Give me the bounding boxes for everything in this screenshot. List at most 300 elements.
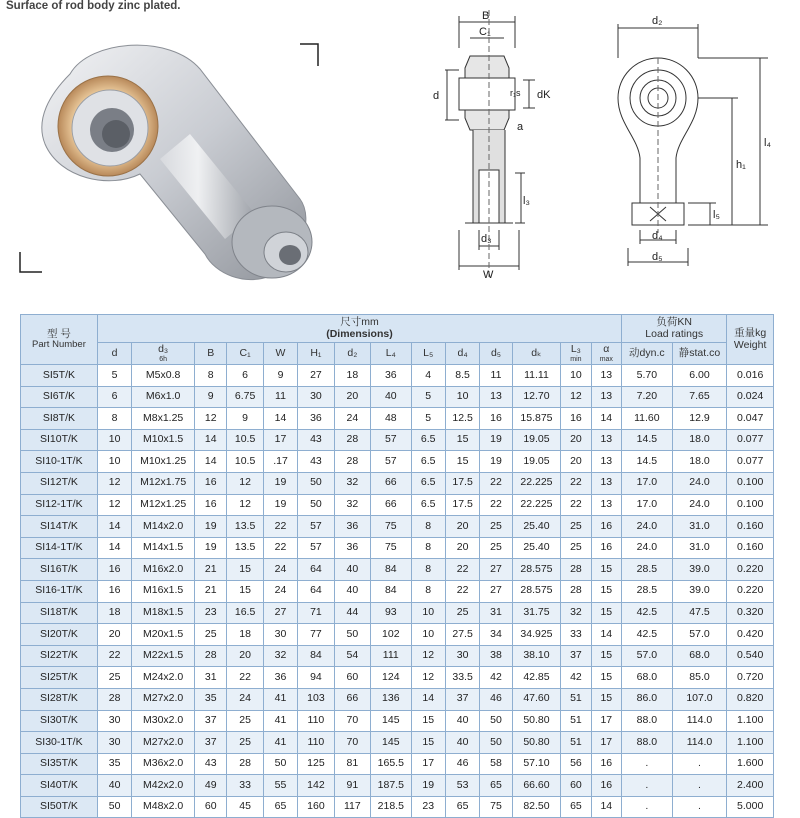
label-C1: C₁ bbox=[479, 26, 491, 38]
table-cell: 15 bbox=[591, 645, 621, 667]
table-cell: 24.0 bbox=[622, 516, 673, 538]
part-number-cell: SI12T/K bbox=[21, 472, 98, 494]
table-cell: 37 bbox=[195, 710, 227, 732]
table-cell: 45 bbox=[227, 796, 263, 818]
table-cell: M14x2.0 bbox=[132, 516, 195, 538]
table-cell: 37 bbox=[561, 645, 591, 667]
table-cell: 31.75 bbox=[512, 602, 561, 624]
part-number-cell: SI50T/K bbox=[21, 796, 98, 818]
table-cell: 28 bbox=[334, 451, 370, 473]
table-cell: 13 bbox=[591, 386, 621, 408]
table-cell: 16.5 bbox=[227, 602, 263, 624]
table-cell: 85.0 bbox=[672, 667, 727, 689]
table-cell: 49 bbox=[195, 775, 227, 797]
table-cell: 24 bbox=[263, 580, 297, 602]
label-d4: d₄ bbox=[652, 230, 663, 242]
table-cell: 25 bbox=[195, 624, 227, 646]
table-cell: 20 bbox=[227, 645, 263, 667]
table-cell: 38.10 bbox=[512, 645, 561, 667]
table-cell: M27x2.0 bbox=[132, 688, 195, 710]
table-cell: 40 bbox=[334, 559, 370, 581]
table-cell: 12 bbox=[561, 386, 591, 408]
table-cell: 12.70 bbox=[512, 386, 561, 408]
table-cell: 82.50 bbox=[512, 796, 561, 818]
table-cell: 16 bbox=[480, 408, 512, 430]
table-cell: 0.420 bbox=[727, 624, 774, 646]
table-cell: 12.9 bbox=[672, 408, 727, 430]
table-cell: 17.5 bbox=[445, 472, 479, 494]
table-cell: 25 bbox=[561, 516, 591, 538]
table-cell: 102 bbox=[371, 624, 411, 646]
table-cell: 1.600 bbox=[727, 753, 774, 775]
table-cell: 27 bbox=[298, 365, 334, 387]
label-l3: l₃ bbox=[523, 195, 530, 207]
table-cell: . bbox=[672, 753, 727, 775]
table-cell: 32 bbox=[561, 602, 591, 624]
table-cell: 14 bbox=[195, 429, 227, 451]
table-cell: 21 bbox=[195, 559, 227, 581]
col-B: B bbox=[195, 343, 227, 365]
part-number-cell: SI22T/K bbox=[21, 645, 98, 667]
table-cell: M6x1.0 bbox=[132, 386, 195, 408]
table-cell: 8 bbox=[411, 580, 445, 602]
table-cell: 13 bbox=[591, 429, 621, 451]
table-cell: M12x1.25 bbox=[132, 494, 195, 516]
table-cell: 88.0 bbox=[622, 732, 673, 754]
label-W: W bbox=[483, 269, 494, 281]
table-cell: 2.400 bbox=[727, 775, 774, 797]
table-cell: 50 bbox=[263, 753, 297, 775]
table-cell: 18 bbox=[227, 624, 263, 646]
table-row bbox=[21, 451, 774, 473]
table-cell: 6.5 bbox=[411, 494, 445, 516]
table-cell: 66 bbox=[334, 688, 370, 710]
table-cell: 19 bbox=[411, 775, 445, 797]
table-row bbox=[21, 494, 774, 516]
table-cell: 47.5 bbox=[672, 602, 727, 624]
table-row bbox=[21, 365, 774, 387]
table-cell: 66 bbox=[371, 472, 411, 494]
part-number-cell: SI10-1T/K bbox=[21, 451, 98, 473]
table-cell: 36 bbox=[334, 516, 370, 538]
table-cell: 18 bbox=[334, 365, 370, 387]
table-row bbox=[21, 732, 774, 754]
table-cell: 23 bbox=[411, 796, 445, 818]
table-cell: M16x1.5 bbox=[132, 580, 195, 602]
table-cell: M18x1.5 bbox=[132, 602, 195, 624]
table-cell: 50 bbox=[334, 624, 370, 646]
table-cell: 0.024 bbox=[727, 386, 774, 408]
table-cell: 57.10 bbox=[512, 753, 561, 775]
table-cell: 1.100 bbox=[727, 732, 774, 754]
table-cell: 10 bbox=[97, 451, 131, 473]
table-cell: 14 bbox=[591, 624, 621, 646]
table-cell: 28.5 bbox=[622, 559, 673, 581]
part-number-cell: SI10T/K bbox=[21, 429, 98, 451]
table-cell: 32 bbox=[334, 494, 370, 516]
table-cell: 58 bbox=[480, 753, 512, 775]
table-cell: M42x2.0 bbox=[132, 775, 195, 797]
table-cell: 12 bbox=[411, 645, 445, 667]
table-cell: 25 bbox=[480, 516, 512, 538]
part-number-cell: SI5T/K bbox=[21, 365, 98, 387]
table-cell: 8 bbox=[195, 365, 227, 387]
table-cell: 19 bbox=[480, 429, 512, 451]
section-drawing bbox=[425, 8, 575, 283]
table-cell: 31 bbox=[195, 667, 227, 689]
table-cell: 77 bbox=[298, 624, 334, 646]
table-cell: 9 bbox=[263, 365, 297, 387]
table-cell: . bbox=[672, 775, 727, 797]
part-number-cell: SI16T/K bbox=[21, 559, 98, 581]
table-row bbox=[21, 559, 774, 581]
part-number-cell: SI12-1T/K bbox=[21, 494, 98, 516]
part-number-cell: SI25T/K bbox=[21, 667, 98, 689]
table-cell: 8 bbox=[411, 559, 445, 581]
table-cell: 22 bbox=[263, 516, 297, 538]
table-cell: 50 bbox=[298, 494, 334, 516]
table-cell: 43 bbox=[195, 753, 227, 775]
table-cell: 17 bbox=[591, 732, 621, 754]
table-cell: 5 bbox=[411, 386, 445, 408]
table-cell: 22 bbox=[480, 494, 512, 516]
table-cell: 34 bbox=[480, 624, 512, 646]
table-cell: 16 bbox=[195, 494, 227, 516]
table-cell: 0.540 bbox=[727, 645, 774, 667]
part-number-cell: SI28T/K bbox=[21, 688, 98, 710]
table-cell: 66 bbox=[371, 494, 411, 516]
table-cell: 0.160 bbox=[727, 537, 774, 559]
table-cell: 6.5 bbox=[411, 451, 445, 473]
table-cell: 145 bbox=[371, 710, 411, 732]
table-cell: 0.720 bbox=[727, 667, 774, 689]
table-cell: 11.11 bbox=[512, 365, 561, 387]
table-cell: 7.20 bbox=[622, 386, 673, 408]
table-cell: 110 bbox=[298, 710, 334, 732]
table-cell: . bbox=[672, 796, 727, 818]
table-cell: 50 bbox=[97, 796, 131, 818]
table-cell: 7.65 bbox=[672, 386, 727, 408]
table-cell: 36 bbox=[371, 365, 411, 387]
table-cell: 14 bbox=[411, 688, 445, 710]
table-cell: 24.0 bbox=[622, 537, 673, 559]
table-cell: 33 bbox=[561, 624, 591, 646]
table-cell: 25.40 bbox=[512, 537, 561, 559]
table-cell: 36 bbox=[263, 667, 297, 689]
table-cell: 19.05 bbox=[512, 451, 561, 473]
table-cell: 57 bbox=[298, 516, 334, 538]
label-l5: l₅ bbox=[713, 209, 720, 221]
table-cell: 17 bbox=[411, 753, 445, 775]
table-cell: 111 bbox=[371, 645, 411, 667]
table-cell: 9 bbox=[195, 386, 227, 408]
table-cell: 39.0 bbox=[672, 559, 727, 581]
table-cell: 16 bbox=[591, 775, 621, 797]
col-L3: L₃ min bbox=[561, 343, 591, 365]
col-dk: dₖ bbox=[512, 343, 561, 365]
table-cell: 15 bbox=[227, 580, 263, 602]
table-cell: 46 bbox=[445, 753, 479, 775]
table-cell: 15 bbox=[591, 559, 621, 581]
table-cell: 35 bbox=[97, 753, 131, 775]
table-cell: 28.5 bbox=[622, 580, 673, 602]
table-row bbox=[21, 753, 774, 775]
table-cell: 17.0 bbox=[622, 472, 673, 494]
table-cell: 11 bbox=[480, 365, 512, 387]
table-cell: 48 bbox=[371, 408, 411, 430]
table-cell: 68.0 bbox=[672, 645, 727, 667]
col-d: d bbox=[97, 343, 131, 365]
table-row bbox=[21, 516, 774, 538]
table-cell: 50.80 bbox=[512, 732, 561, 754]
table-cell: 117 bbox=[334, 796, 370, 818]
table-cell: 57.0 bbox=[672, 624, 727, 646]
table-cell: 10 bbox=[561, 365, 591, 387]
table-cell: 50 bbox=[480, 732, 512, 754]
col-d3: d₃ 6h bbox=[132, 343, 195, 365]
table-row bbox=[21, 386, 774, 408]
table-cell: 31 bbox=[480, 602, 512, 624]
table-cell: 14 bbox=[97, 516, 131, 538]
table-cell: 65 bbox=[263, 796, 297, 818]
table-cell: 0.077 bbox=[727, 429, 774, 451]
table-cell: 75 bbox=[480, 796, 512, 818]
table-cell: 33.5 bbox=[445, 667, 479, 689]
table-cell: 0.047 bbox=[727, 408, 774, 430]
table-cell: 30 bbox=[97, 732, 131, 754]
table-cell: 28.575 bbox=[512, 580, 561, 602]
table-cell: 30 bbox=[263, 624, 297, 646]
table-cell: 21 bbox=[195, 580, 227, 602]
table-cell: M14x1.5 bbox=[132, 537, 195, 559]
table-cell: 114.0 bbox=[672, 732, 727, 754]
table-cell: 16 bbox=[561, 408, 591, 430]
table-cell: 107.0 bbox=[672, 688, 727, 710]
table-cell: 40 bbox=[445, 710, 479, 732]
table-cell: 0.100 bbox=[727, 494, 774, 516]
table-row bbox=[21, 667, 774, 689]
table-cell: 16 bbox=[591, 516, 621, 538]
table-cell: 11.60 bbox=[622, 408, 673, 430]
table-cell: 81 bbox=[334, 753, 370, 775]
part-number-cell: SI14T/K bbox=[21, 516, 98, 538]
table-cell: 33 bbox=[227, 775, 263, 797]
table-cell: 16 bbox=[97, 580, 131, 602]
table-cell: 10 bbox=[445, 386, 479, 408]
col-L4: L₄ bbox=[371, 343, 411, 365]
table-cell: 28 bbox=[561, 580, 591, 602]
table-cell: 14 bbox=[263, 408, 297, 430]
table-cell: M22x1.5 bbox=[132, 645, 195, 667]
table-cell: 160 bbox=[298, 796, 334, 818]
label-l4: l₄ bbox=[764, 137, 771, 149]
table-cell: 10.5 bbox=[227, 429, 263, 451]
table-cell: 25 bbox=[227, 732, 263, 754]
table-cell: 60 bbox=[195, 796, 227, 818]
part-number-cell: SI16-1T/K bbox=[21, 580, 98, 602]
table-cell: 50.80 bbox=[512, 710, 561, 732]
table-cell: 22 bbox=[480, 472, 512, 494]
table-cell: 57 bbox=[371, 429, 411, 451]
table-cell: 84 bbox=[371, 559, 411, 581]
table-cell: 6.5 bbox=[411, 472, 445, 494]
table-cell: 42.5 bbox=[622, 602, 673, 624]
table-cell: 94 bbox=[298, 667, 334, 689]
table-cell: 13.5 bbox=[227, 516, 263, 538]
table-cell: 70 bbox=[334, 710, 370, 732]
table-cell: . bbox=[622, 753, 673, 775]
table-cell: M30x2.0 bbox=[132, 710, 195, 732]
table-cell: 9 bbox=[227, 408, 263, 430]
table-cell: 25 bbox=[227, 710, 263, 732]
rod-end-photo bbox=[0, 14, 340, 304]
table-cell: 27 bbox=[480, 559, 512, 581]
table-row bbox=[21, 408, 774, 430]
table-cell: 14 bbox=[97, 537, 131, 559]
table-cell: 12 bbox=[97, 472, 131, 494]
table-cell: 70 bbox=[334, 732, 370, 754]
header-weight: 重量kg Weight bbox=[727, 315, 774, 365]
table-cell: 0.820 bbox=[727, 688, 774, 710]
table-cell: 19 bbox=[195, 516, 227, 538]
table-cell: M48x2.0 bbox=[132, 796, 195, 818]
table-cell: 22 bbox=[263, 537, 297, 559]
table-cell: 13 bbox=[480, 386, 512, 408]
table-cell: 19 bbox=[263, 494, 297, 516]
table-cell: 24 bbox=[263, 559, 297, 581]
table-cell: 22 bbox=[97, 645, 131, 667]
part-number-cell: SI18T/K bbox=[21, 602, 98, 624]
table-cell: 25.40 bbox=[512, 516, 561, 538]
table-cell: 32 bbox=[263, 645, 297, 667]
table-row bbox=[21, 775, 774, 797]
table-cell: 0.100 bbox=[727, 472, 774, 494]
table-cell: 20 bbox=[561, 429, 591, 451]
table-cell: M20x1.5 bbox=[132, 624, 195, 646]
table-cell: 68.0 bbox=[622, 667, 673, 689]
table-cell: M5x0.8 bbox=[132, 365, 195, 387]
table-cell: 28 bbox=[334, 429, 370, 451]
table-cell: 14.5 bbox=[622, 429, 673, 451]
table-cell: 8 bbox=[411, 537, 445, 559]
label-dk: dK bbox=[537, 89, 551, 101]
table-cell: 0.220 bbox=[727, 580, 774, 602]
part-number-cell: SI30-1T/K bbox=[21, 732, 98, 754]
table-cell: 14.5 bbox=[622, 451, 673, 473]
table-cell: 22 bbox=[561, 494, 591, 516]
table-cell: 84 bbox=[298, 645, 334, 667]
table-cell: 30 bbox=[97, 710, 131, 732]
table-cell: 12 bbox=[227, 494, 263, 516]
table-cell: 57 bbox=[371, 451, 411, 473]
table-cell: 71 bbox=[298, 602, 334, 624]
table-cell: 12 bbox=[227, 472, 263, 494]
table-cell: 43 bbox=[298, 429, 334, 451]
table-cell: 66.60 bbox=[512, 775, 561, 797]
table-cell: 37 bbox=[445, 688, 479, 710]
table-cell: M12x1.75 bbox=[132, 472, 195, 494]
col-alpha: α max bbox=[591, 343, 621, 365]
part-number-cell: SI20T/K bbox=[21, 624, 98, 646]
table-cell: 60 bbox=[334, 667, 370, 689]
table-cell: 15 bbox=[411, 710, 445, 732]
table-cell: 32 bbox=[334, 472, 370, 494]
table-cell: M10x1.5 bbox=[132, 429, 195, 451]
table-cell: . bbox=[622, 796, 673, 818]
table-cell: 19 bbox=[480, 451, 512, 473]
table-cell: M8x1.25 bbox=[132, 408, 195, 430]
table-cell: 40 bbox=[97, 775, 131, 797]
table-cell: 50 bbox=[298, 472, 334, 494]
table-cell: 28 bbox=[97, 688, 131, 710]
col-stat: 静stat.co bbox=[672, 343, 727, 365]
header-part-number: 型 号 Part Number bbox=[21, 315, 98, 365]
table-cell: .17 bbox=[263, 451, 297, 473]
table-cell: 24 bbox=[334, 408, 370, 430]
table-cell: 23 bbox=[195, 602, 227, 624]
table-cell: 20 bbox=[561, 451, 591, 473]
table-cell: 20 bbox=[97, 624, 131, 646]
table-cell: M24x2.0 bbox=[132, 667, 195, 689]
table-cell: 40 bbox=[371, 386, 411, 408]
table-cell: 15 bbox=[411, 732, 445, 754]
label-d3: d₃ bbox=[481, 233, 492, 245]
table-cell: 47.60 bbox=[512, 688, 561, 710]
table-row bbox=[21, 645, 774, 667]
table-cell: M16x2.0 bbox=[132, 559, 195, 581]
table-cell: 56 bbox=[561, 753, 591, 775]
table-cell: 8 bbox=[411, 516, 445, 538]
table-cell: 39.0 bbox=[672, 580, 727, 602]
table-cell: 42.85 bbox=[512, 667, 561, 689]
part-number-cell: SI14-1T/K bbox=[21, 537, 98, 559]
table-cell: 31.0 bbox=[672, 537, 727, 559]
table-cell: 19 bbox=[263, 472, 297, 494]
table-cell: 30 bbox=[298, 386, 334, 408]
table-cell: 22 bbox=[561, 472, 591, 494]
table-cell: 27 bbox=[480, 580, 512, 602]
table-cell: 75 bbox=[371, 516, 411, 538]
table-cell: 15 bbox=[227, 559, 263, 581]
table-cell: 22.225 bbox=[512, 472, 561, 494]
table-cell: 12 bbox=[97, 494, 131, 516]
table-cell: 22.225 bbox=[512, 494, 561, 516]
table-cell: 16 bbox=[591, 753, 621, 775]
label-d5: d₅ bbox=[652, 251, 663, 263]
table-cell: 22 bbox=[227, 667, 263, 689]
table-cell: 41 bbox=[263, 688, 297, 710]
table-cell: 86.0 bbox=[622, 688, 673, 710]
table-cell: 10 bbox=[411, 602, 445, 624]
header-dimensions: 尺寸mm (Dimensions) bbox=[97, 315, 621, 343]
table-cell: 14 bbox=[591, 408, 621, 430]
col-d4: d₄ bbox=[445, 343, 479, 365]
table-cell: 0.220 bbox=[727, 559, 774, 581]
table-cell: 20 bbox=[445, 516, 479, 538]
table-cell: 57.0 bbox=[622, 645, 673, 667]
table-cell: 124 bbox=[371, 667, 411, 689]
table-cell: 10 bbox=[97, 429, 131, 451]
table-cell: 17.5 bbox=[445, 494, 479, 516]
table-cell: 13 bbox=[591, 365, 621, 387]
table-cell: 12 bbox=[195, 408, 227, 430]
table-cell: 10 bbox=[411, 624, 445, 646]
table-cell: 43 bbox=[298, 451, 334, 473]
part-number-cell: SI6T/K bbox=[21, 386, 98, 408]
table-cell: M36x2.0 bbox=[132, 753, 195, 775]
table-cell: 34.925 bbox=[512, 624, 561, 646]
table-cell: 25 bbox=[561, 537, 591, 559]
